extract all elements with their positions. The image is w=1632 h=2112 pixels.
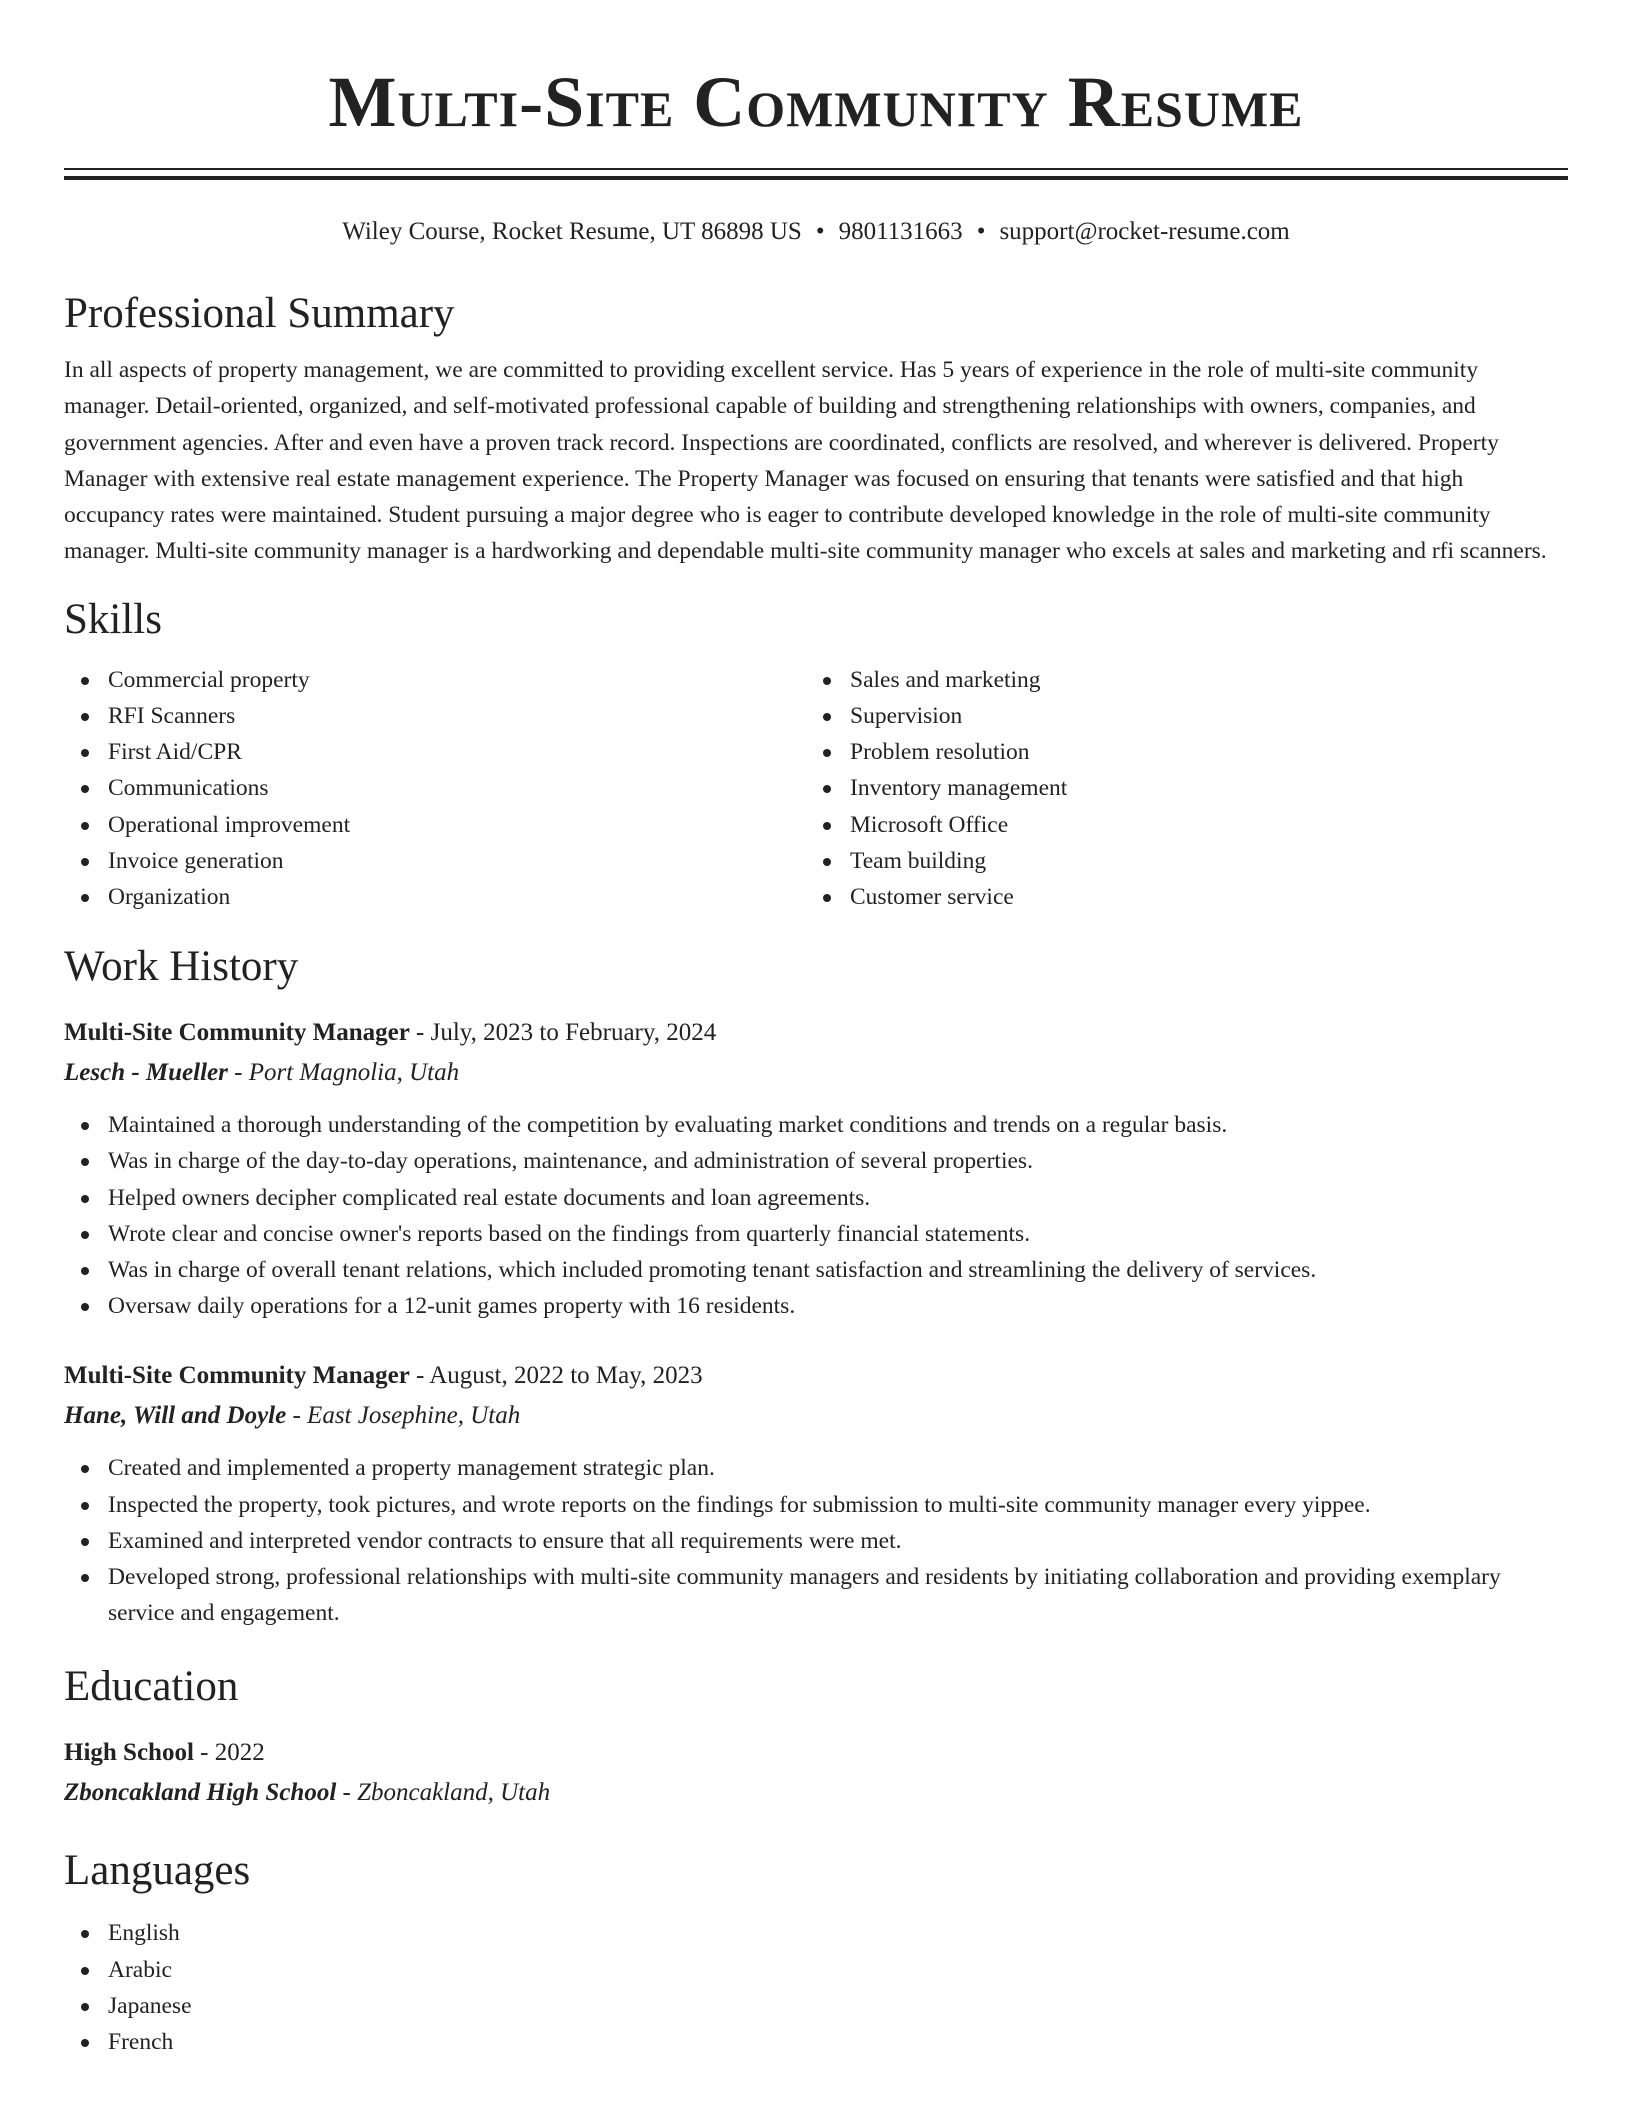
language-item: Arabic bbox=[64, 1952, 1568, 1988]
skill-item: Organization bbox=[64, 879, 806, 915]
contact-address: Wiley Course, Rocket Resume, UT 86898 US bbox=[342, 218, 802, 245]
skill-item: Customer service bbox=[806, 879, 1548, 915]
resume-page bbox=[64, 0, 1568, 2060]
skill-item: Commercial property bbox=[64, 662, 806, 698]
language-item: French bbox=[64, 2024, 1568, 2060]
job-title: Multi-Site Community Manager bbox=[64, 1019, 410, 1047]
job-duty: Maintained a thorough understanding of the competition by evaluating market conditions and trends on a regular basis. bbox=[64, 1107, 1568, 1143]
skill-item: Sales and marketing bbox=[806, 662, 1548, 698]
education-location: - Zboncakland, Utah bbox=[336, 1779, 551, 1807]
languages-list bbox=[64, 1915, 1568, 2060]
job-dates: - July, 2023 to February, 2024 bbox=[409, 1019, 717, 1047]
summary-text: In all aspects of property management, we are committed to providing excellent service. Has 5 years of experience in the role of multi-site community manager. Detail-oriented, organized, and self-motivated professional capable of building and strengthening relationships with owners, companies, and government agencies. After and even have a proven track record. Inspections are coordinated, conflicts are resolved, and wherever is delivered. Property Manager with extensive real estate management experience. The Property Manager was focused on ensuring that tenants were satisfied and that high occupancy rates were maintained. Student pursuing a major degree who is eager to contribute developed knowledge in the role of multi-site community manager. Multi-site community manager is a hardworking and dependable multi-site community manager who excels at sales and marketing and rfi scanners. bbox=[64, 357, 1547, 565]
skill-item: Team building bbox=[806, 843, 1548, 879]
work-history-heading: Work History bbox=[64, 943, 299, 991]
job-duty: Examined and interpreted vendor contracts to ensure that all requirements were met. bbox=[64, 1523, 1568, 1559]
job-title: Multi-Site Community Manager bbox=[64, 1362, 410, 1390]
skills-list-left bbox=[64, 662, 806, 915]
skill-item: Inventory management bbox=[806, 770, 1548, 806]
skill-item: Microsoft Office bbox=[806, 807, 1548, 843]
education-school: Zboncakland High School bbox=[64, 1779, 337, 1807]
education-entry bbox=[64, 1733, 1568, 1813]
contact-email: support@rocket-resume.com bbox=[999, 218, 1290, 245]
job-duties bbox=[64, 1450, 1568, 1631]
skill-item: Operational improvement bbox=[64, 807, 806, 843]
education-year: - 2022 bbox=[193, 1739, 265, 1767]
education-degree-line bbox=[64, 1733, 1568, 1773]
job-company: Hane, Will and Doyle bbox=[64, 1402, 287, 1430]
job-entry bbox=[64, 1013, 1568, 1324]
skill-item: Supervision bbox=[806, 698, 1548, 734]
resume-title: Multi-Site Community Resume bbox=[328, 62, 1304, 142]
language-item: Japanese bbox=[64, 1988, 1568, 2024]
languages-heading: Languages bbox=[64, 1847, 251, 1895]
job-entry bbox=[64, 1356, 1568, 1631]
contact-phone: 9801131663 bbox=[838, 218, 963, 245]
skills-list-right bbox=[806, 662, 1548, 915]
job-header bbox=[64, 1356, 1568, 1396]
job-employer bbox=[64, 1396, 1568, 1436]
job-duty: Was in charge of overall tenant relations, which included promoting tenant satisfaction and streamlining the delivery of services. bbox=[64, 1252, 1568, 1288]
job-employer bbox=[64, 1053, 1568, 1093]
contact-separator: • bbox=[976, 218, 986, 245]
language-item: English bbox=[64, 1915, 1568, 1951]
job-duty: Helped owners decipher complicated real estate documents and loan agreements. bbox=[64, 1180, 1568, 1216]
job-duty: Developed strong, professional relationships with multi-site community managers and residents by initiating collaboration and providing exemplary service and engagement. bbox=[64, 1559, 1568, 1631]
job-dates: - August, 2022 to May, 2023 bbox=[409, 1362, 703, 1390]
skill-item: Invoice generation bbox=[64, 843, 806, 879]
skill-item: First Aid/CPR bbox=[64, 734, 806, 770]
contact-separator: • bbox=[815, 218, 825, 245]
job-duty: Inspected the property, took pictures, and wrote reports on the findings for submission to multi-site community manager every yippee. bbox=[64, 1487, 1568, 1523]
job-duty: Created and implemented a property management strategic plan. bbox=[64, 1450, 1568, 1486]
job-company: Lesch - Mueller bbox=[64, 1059, 228, 1087]
summary-heading: Professional Summary bbox=[64, 290, 455, 337]
education-degree: High School bbox=[64, 1739, 194, 1767]
title-divider bbox=[64, 168, 1568, 180]
skills-grid bbox=[64, 662, 1568, 915]
skill-item: RFI Scanners bbox=[64, 698, 806, 734]
job-duty: Was in charge of the day-to-day operations, maintenance, and administration of several properties. bbox=[64, 1143, 1568, 1179]
job-location: - East Josephine, Utah bbox=[286, 1402, 521, 1430]
job-header bbox=[64, 1013, 1568, 1053]
job-duty: Wrote clear and concise owner's reports based on the findings from quarterly financial statements. bbox=[64, 1216, 1568, 1252]
education-school-line bbox=[64, 1773, 1568, 1813]
job-duty: Oversaw daily operations for a 12-unit games property with 16 residents. bbox=[64, 1288, 1568, 1324]
skills-heading: Skills bbox=[64, 595, 162, 643]
skill-item: Communications bbox=[64, 770, 806, 806]
education-heading: Education bbox=[64, 1663, 239, 1711]
contact-line bbox=[64, 216, 1568, 248]
job-duties bbox=[64, 1107, 1568, 1324]
skill-item: Problem resolution bbox=[806, 734, 1548, 770]
job-location: - Port Magnolia, Utah bbox=[227, 1059, 460, 1087]
